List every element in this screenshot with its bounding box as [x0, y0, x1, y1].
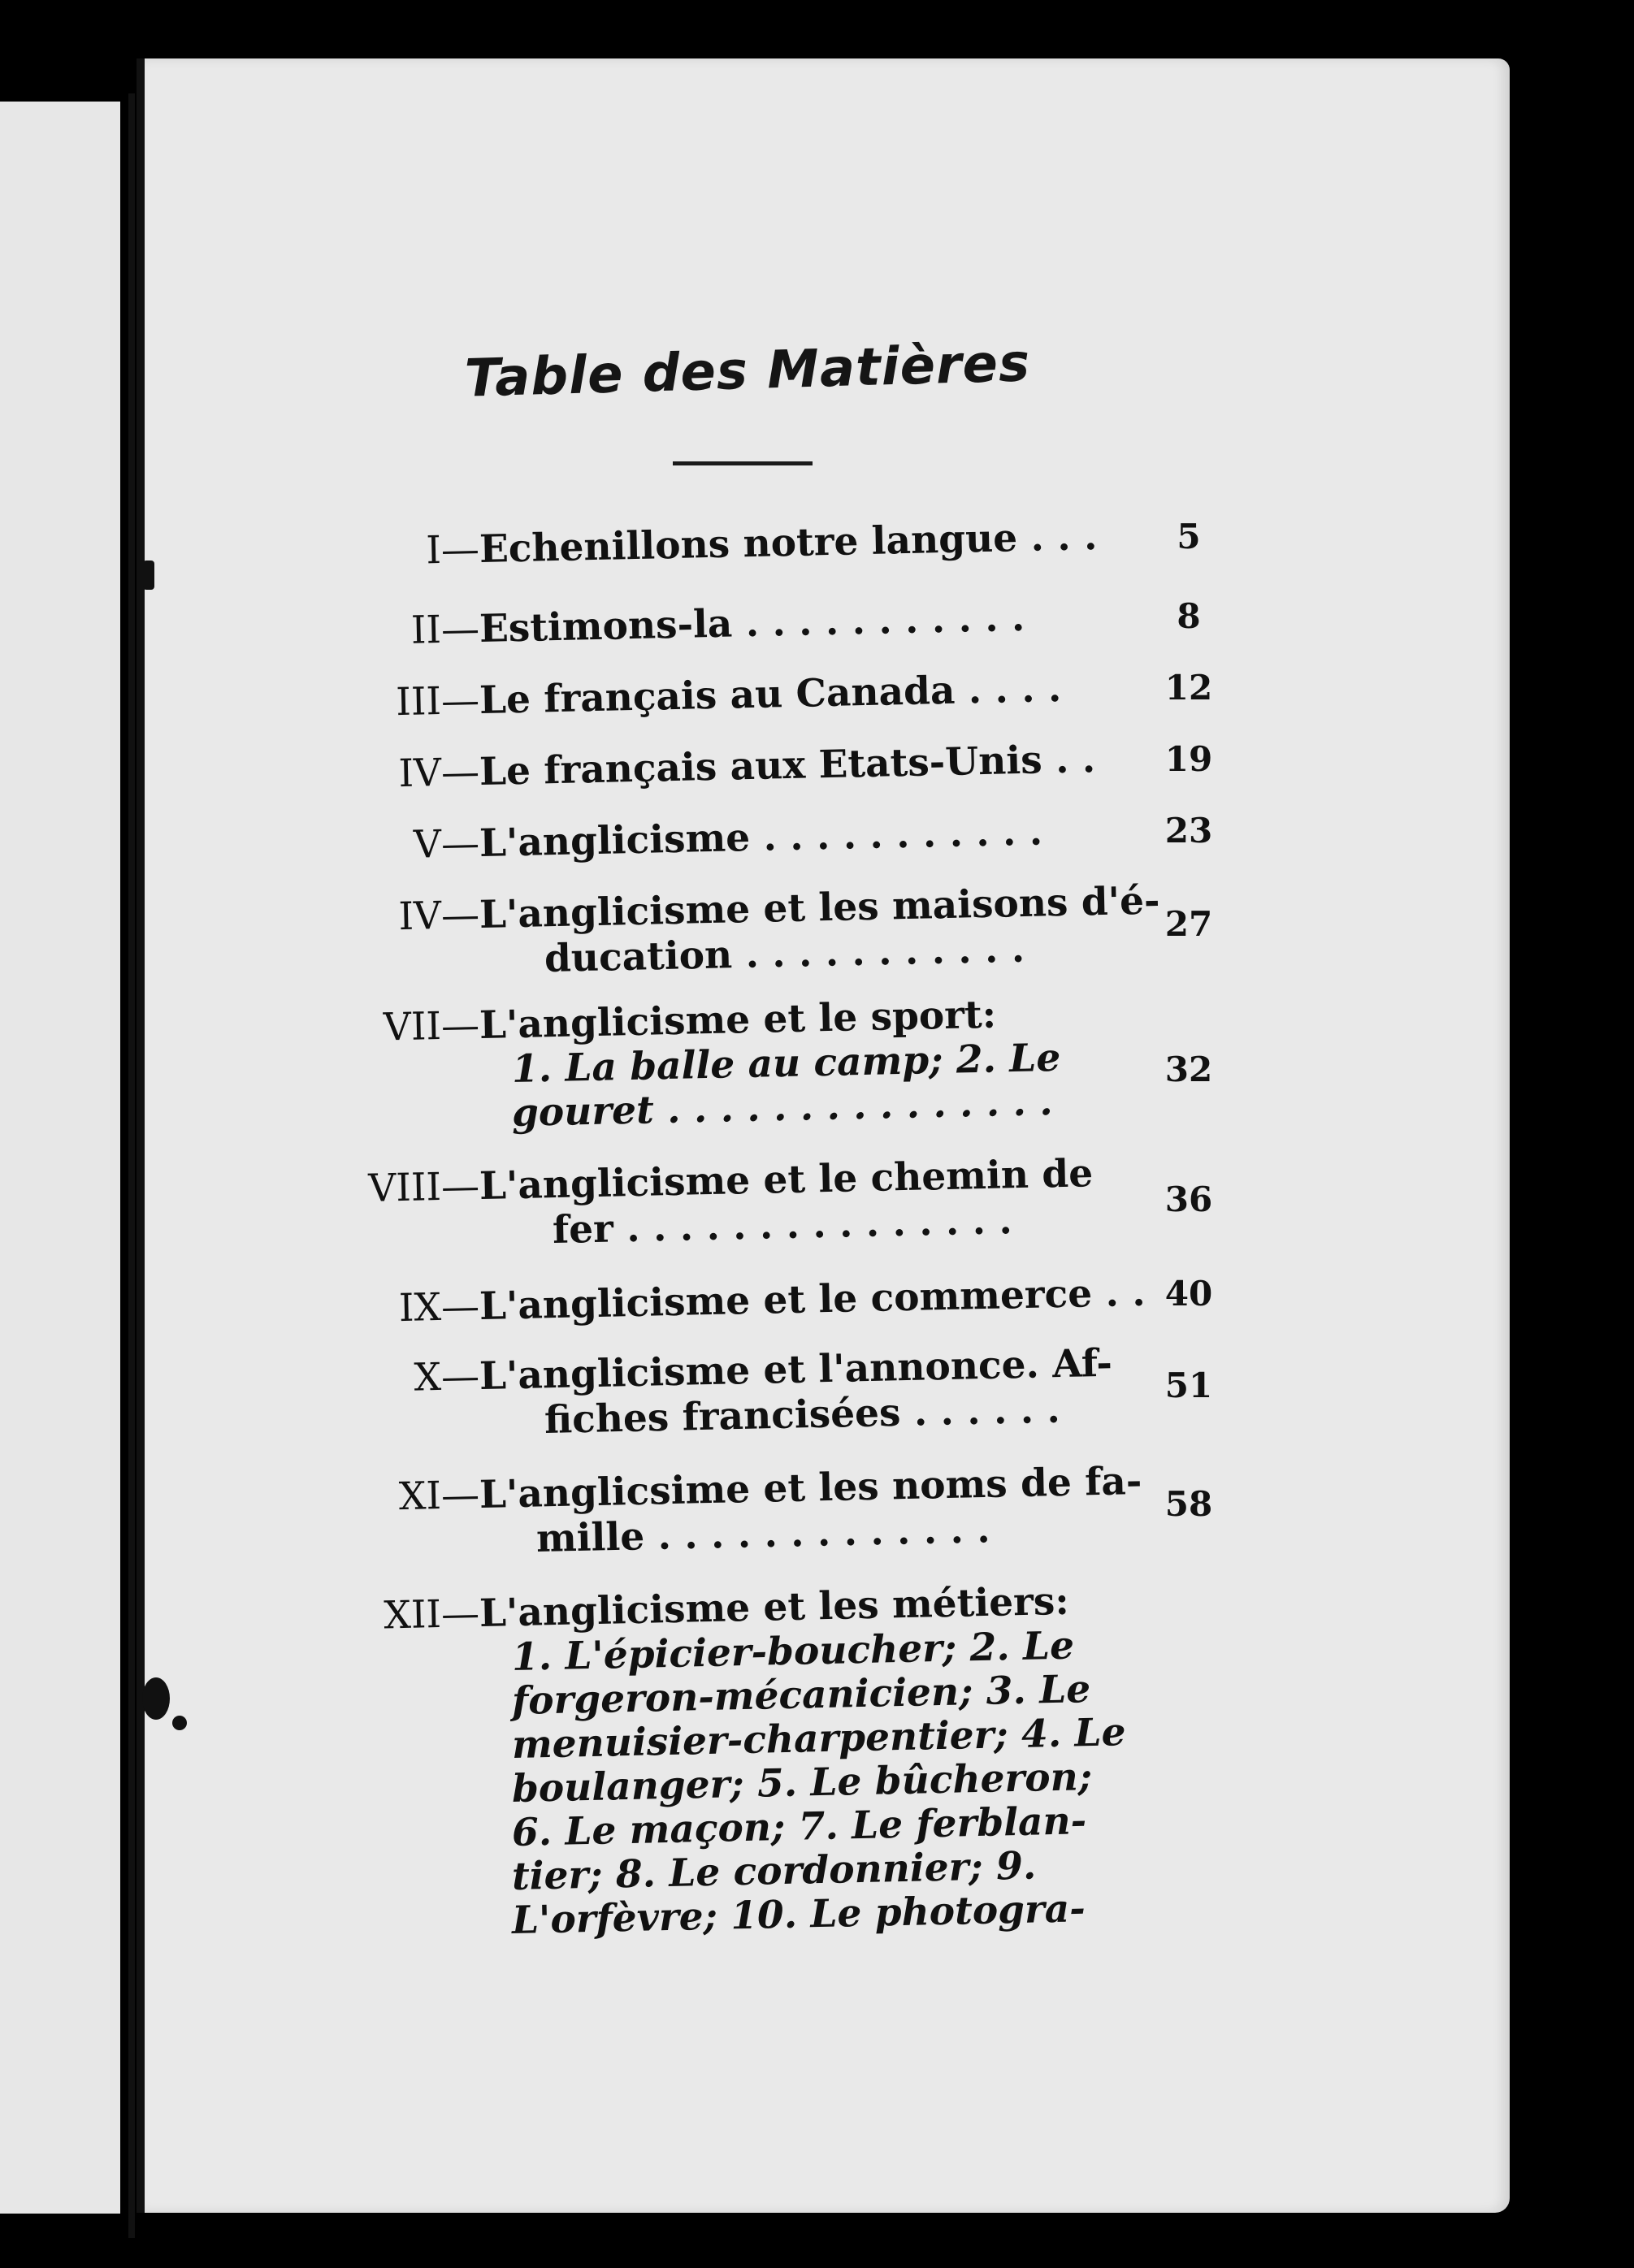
toc-entry-line	[397, 878, 1161, 940]
chapter-title: mille . . . . . . . . . . . . .	[535, 1507, 991, 1561]
chapter-number: X—	[413, 1354, 480, 1400]
chapter-title: Le français au Canada . . . .	[479, 666, 1062, 723]
toc-entry-line	[398, 1458, 1142, 1520]
page-title: Table des Matières	[464, 333, 1031, 409]
chapter-number: XI—	[398, 1473, 480, 1520]
toc-subtopics: gouret . . . . . . . . . . . . . . .	[511, 1080, 1054, 1136]
page-number: 19	[1164, 739, 1213, 779]
chapter-title: Echenillons notre langue . . .	[479, 514, 1098, 572]
toc-subtopics: 1. La balle au camp; 2. Le	[511, 1035, 1061, 1092]
page-number: 40	[1164, 1274, 1213, 1314]
chapter-title: L'anglicisme et le sport:	[479, 992, 997, 1048]
chapter-title: Le français aux Etats-Unis . .	[479, 737, 1096, 794]
chapter-number: I—	[425, 527, 480, 573]
toc-entry-line	[425, 514, 1098, 573]
chapter-title: L'anglicisme . . . . . . . . . . .	[479, 809, 1043, 866]
page-number: 32	[1164, 1050, 1213, 1090]
chapter-title: Estimons-la . . . . . . . . . . .	[479, 595, 1025, 651]
toc-subtopics: tier; 8. Le cordonnier; 9.	[511, 1843, 1037, 1899]
chapter-number: IV—	[397, 893, 480, 940]
toc-entry-line	[413, 809, 1043, 868]
toc-subtopics: 1. L'épicier-boucher; 2. Le	[511, 1623, 1075, 1680]
page-number: 23	[1164, 811, 1213, 850]
chapter-number: II—	[410, 607, 480, 653]
chapter-title: L'anglicisme et les métiers:	[479, 1578, 1070, 1636]
page-number: 51	[1164, 1366, 1213, 1405]
toc-entry-line	[398, 1270, 1146, 1331]
toc-entry-line	[535, 1508, 990, 1561]
chapter-title: L'anglicisme et l'annonce. Af-	[479, 1340, 1113, 1399]
toc-entry-line	[395, 666, 1062, 725]
chapter-number: XII—	[383, 1591, 480, 1638]
toc-subtopics: boulanger; 5. Le bûcheron;	[511, 1755, 1093, 1811]
page-number: 27	[1164, 904, 1213, 944]
toc-entry-line	[397, 737, 1096, 797]
chapter-number: IV—	[397, 750, 480, 797]
page-number: 58	[1164, 1484, 1213, 1524]
chapter-number: III—	[395, 678, 480, 725]
toc-entry-line	[552, 1199, 1012, 1253]
chapter-title: fiches francisées . . . . . .	[544, 1387, 1061, 1443]
toc-subtopics: forgeron-mécanicien; 3. Le	[511, 1667, 1091, 1724]
chapter-title: L'anglicisme et le chemin de	[479, 1151, 1094, 1209]
page-number: 36	[1164, 1179, 1213, 1220]
toc-entry-line	[544, 1388, 1060, 1443]
chapter-title: fer . . . . . . . . . . . . . . .	[552, 1198, 1013, 1253]
chapter-title: L'anglicisme et le commerce . .	[479, 1270, 1146, 1329]
toc-entry-line	[410, 595, 1025, 653]
chapter-title: ducation . . . . . . . . . . .	[544, 926, 1025, 981]
page-number: 5	[1177, 517, 1201, 556]
page-number: 12	[1164, 668, 1213, 708]
page-number: 8	[1177, 596, 1201, 636]
chapter-number: VIII—	[367, 1164, 480, 1211]
toc-subtopics: 6. Le maçon; 7. Le ferblan-	[511, 1798, 1087, 1855]
toc-entry-line	[511, 1080, 1053, 1136]
chapter-number: VII—	[383, 1003, 480, 1050]
chapter-number: V—	[413, 821, 480, 868]
toc-subtopics: menuisier-charpentier; 4. Le	[511, 1710, 1126, 1768]
chapter-number: IX—	[398, 1284, 480, 1331]
toc-entry-line	[544, 928, 1025, 981]
chapter-title: L'anglicsime et les noms de fa-	[479, 1458, 1142, 1517]
toc-subtopics: L'orfèvre; 10. Le photogra-	[511, 1886, 1086, 1943]
chapter-title: L'anglicisme et les maisons d'é-	[479, 878, 1161, 937]
